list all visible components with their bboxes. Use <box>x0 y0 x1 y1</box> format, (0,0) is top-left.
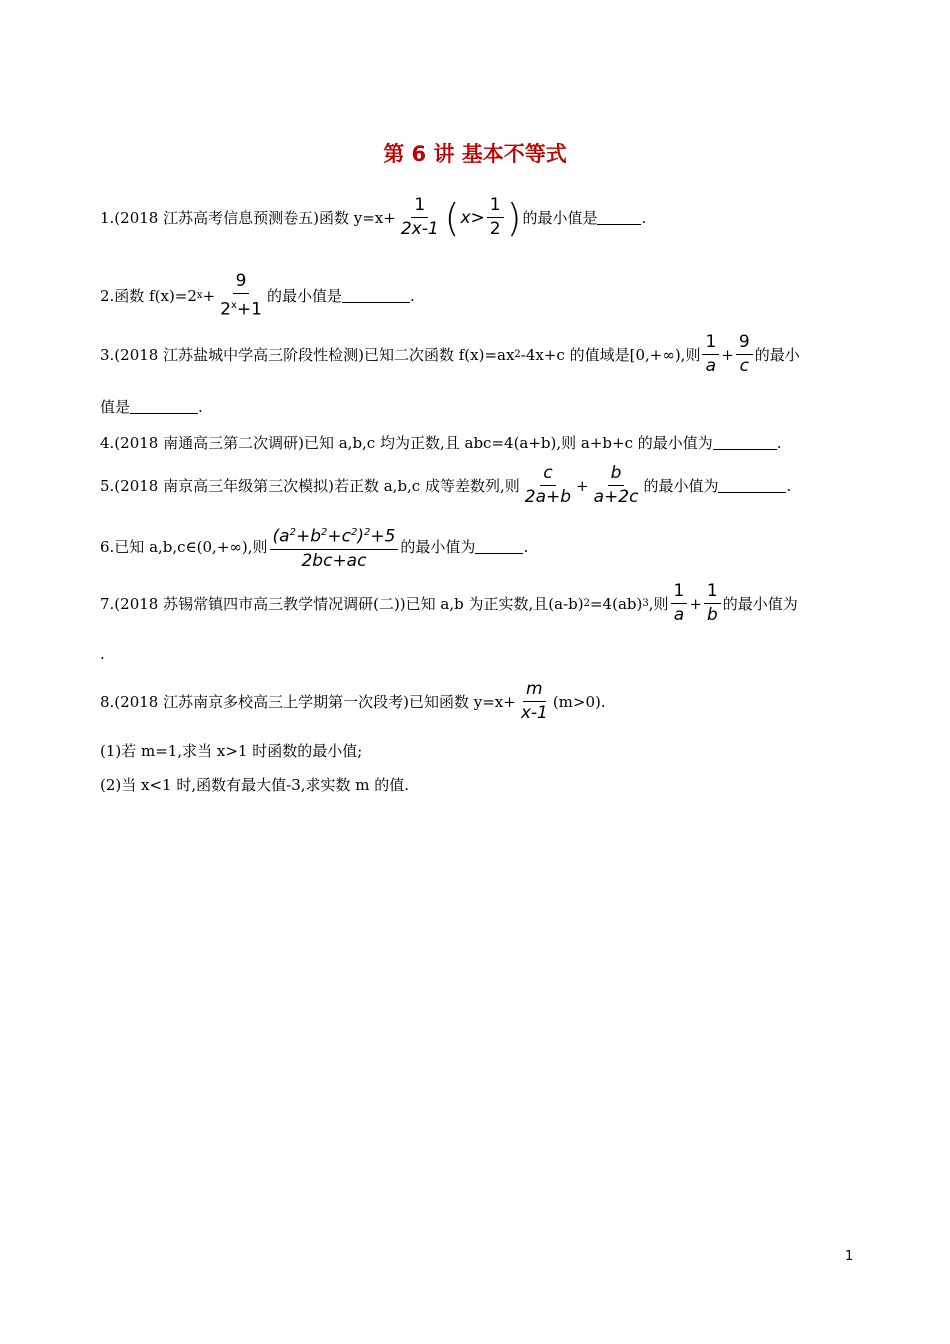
question-7: 7.(2018 苏锡常镇四市高三教学情况调研(二))已知 a,b 为正实数,且(a-b) 2 =4(ab) 3 ,则 $\frac{1}{a}$ + $\frac{1}{b}$ 的最小值为 <box>100 581 798 625</box>
question-4: 4.(2018 南通高三第二次调研)已知 a,b,c 均为正数,且 abc=4(a+b),则 a+b+c 的最小值为 . <box>100 433 782 452</box>
q7-fraction-2: $\frac{1}{b}$ <box>704 582 721 625</box>
question-8-part-1: (1)若 m=1,求当 x>1 时函数的最小值; <box>100 742 363 760</box>
answer-blank[interactable] <box>130 399 198 414</box>
q1-fraction: $\frac{1}{2x-1}$ <box>400 195 439 239</box>
question-3-line-2: 值是 . <box>100 397 203 416</box>
page-number: 1 <box>845 1249 854 1264</box>
page-title: 第 6 讲 基本不等式 <box>383 142 567 166</box>
question-5: 5.(2018 南京高三年级第三次模拟)若正数 a,b,c 成等差数列,则 $\frac{c}{2a+b}$ + $\frac{b}{a+2c}$ 的最小值为 . <box>100 463 792 507</box>
q2-fraction: $\frac{9}{2^x+1}$ <box>220 271 262 320</box>
question-2: 2.函数 f(x)=2 x + $\frac{9}{2^x+1}$ 的最小值是 . <box>100 271 415 320</box>
q5-fraction-1: $\frac{c}{2a+b}$ <box>524 463 572 507</box>
answer-blank[interactable] <box>713 435 777 450</box>
q8-fraction: $\frac{m}{x-1}$ <box>520 679 548 723</box>
q3-fraction-2: $\frac{9}{c}$ <box>736 333 753 376</box>
question-3: 3.(2018 江苏盐城中学高三阶段性检测)已知二次函数 f(x)=ax 2 -4x+c 的值域是[0,+∞),则 $\frac{1}{a}$ + $\frac{9}{c}$ 的最小 <box>100 332 800 376</box>
answer-blank[interactable] <box>718 478 786 493</box>
answer-blank[interactable] <box>342 288 410 303</box>
question-1: 1.(2018 江苏高考信息预测卷五)函数 y=x+ $\frac{1}{2x-1}$ ( x> $\frac{1}{2}$ ) 的最小值是 . <box>100 195 647 240</box>
q1-text: 1.(2018 江苏高考信息预测卷五)函数 y=x+ <box>100 209 396 227</box>
question-8-part-2: (2)当 x<1 时,函数有最大值-3,求实数 m 的值. <box>100 776 410 794</box>
q6-fraction: $\frac{(a^2+b^2+c^2)^2+5}{2bc+ac}$ <box>270 523 399 571</box>
q7-fraction-1: $\frac{1}{a}$ <box>671 582 688 625</box>
answer-blank[interactable] <box>597 210 641 225</box>
q1-condition: x> <box>460 207 485 228</box>
question-7-line-2: . <box>100 645 105 663</box>
answer-blank[interactable] <box>475 539 523 554</box>
question-8: 8.(2018 江苏南京多校高三上学期第一次段考)已知函数 y=x+ $\frac{m}{x-1}$ (m>0). <box>100 679 606 723</box>
question-6: 6.已知 a,b,c∈(0,+∞),则 $\frac{(a^2+b^2+c^2)^2+5}{2bc+ac}$ 的最小值为 . <box>100 523 528 571</box>
q5-fraction-2: $\frac{b}{a+2c}$ <box>593 463 639 507</box>
q3-fraction-1: $\frac{1}{a}$ <box>702 333 719 376</box>
q1-cond-fraction: $\frac{1}{2}$ <box>487 196 504 239</box>
